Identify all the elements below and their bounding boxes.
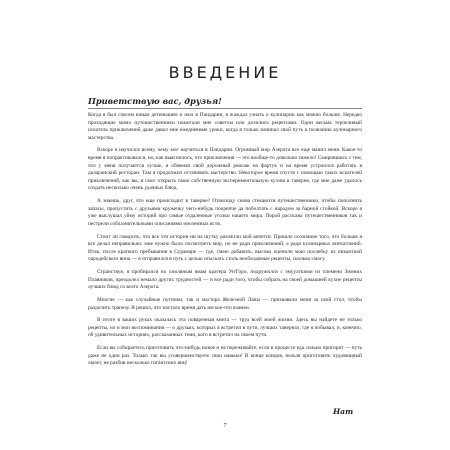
body-text <box>88 112 362 373</box>
paragraph: Вскоре я научился всему, чему мог научиться в Пандарии. Огромный мир Азерота все еще манил меня. Какое-то время я попрактиковался, но, как выяснилось, что приключения — это вообще-то довольно тяжело! Смирившись с тем, что у меня получается лучше, я обменял свой дорожный рюкзак на фартук и на время устроился работать в даларанский ресторан. Там я продолжил оттачивать мастерство. Некоторое время спустя с помощью таких искателей приключений, как вы, я смог открыть свою собственную экспериментальную кухню в таверне, где мне даже удалось создать несколько очень удачных блюд. <box>88 147 362 192</box>
author-signature: Нат <box>333 407 354 416</box>
page-number: 7 <box>223 422 227 429</box>
paragraph: Странствуя, я пробирался по смоляным ямам кратера Ун'Горо, подружился с эмуулгкими из племени Зимних Плавников, преодолел немало других трудностей — и все ради того, чтобы собрать на своей домашней кухне рецепты лучших блюд со всего Азерота. <box>88 269 362 291</box>
paragraph: Если вы собираетесь приготовить что-нибудь новое и не переживайте, если в процессе еда сильно пригорит — путь даже не один раз. Только так вы усовершенствуете свои навыки! В конце концов, нельзя приготовить чудовищный омлет, не разбив несколько гигантских яиц! <box>88 345 362 367</box>
page-title: ВВЕДЕНИЕ <box>168 63 282 82</box>
greeting-heading: Приветствую вас, друзья! <box>88 96 222 106</box>
paragraph: Стоит ли говорить, что все эти истории ни на шутку разожгли мой аппетит. Пришло осознание того, что больше я все делал неправильно: мне нужно было посмотреть мир, но не ради приключений, а ради кулинарных впечатлений. Итак, после краткого пребывания в Сурамаре — где, смею добавить, высоко оценили мою похлебку из пикантной чародейского вина — я отправился в путь с целью отыскать столь необходимые рецепты, сколько смогу. <box>88 233 362 263</box>
paragraph: Многие — как случайные путники, так и мастера Железной Лапы — признавали меня за свой стол, чтобы разделить трапезу. Я решил, что настало время дать им кое-что взамен. <box>88 296 362 311</box>
heading-rule <box>88 108 362 109</box>
paragraph: Когда я был совсем юным детенышем и жил в Пандарии, я жаждал узнать о кулинарии как можно больше. Нередко проходящие мимо путешественники помогали мне советом или делились рецептами. Один весьма терпеливый искатель приключений даже давал мне ежедневные уроки, когда я только начинал свой путь к познанию кулинарного мастерства. <box>88 112 362 141</box>
paragraph: В итоге в ваших руках оказалась эта поваренная книга — труд всей моей жизни. Здесь вы найдете не только рецепты, но и мои воспоминания — о друзьях, которых я встретил в пути, лучших тавернах, где я побывал, и, конечно, об удивительных историях, рассказанных теми, кого я встретил на своем пути. <box>88 317 362 339</box>
paragraph: А знаешь, друг, что еще происходит в таверне? Отовсюду снова стекаются путешественники, чтобы пополнить запасы, пропустить с друзьями кружечку чего-нибудь покрепче да поболтать с народом за барной стойкой. Вскоре я уже выслушал уйму историй про самые отдаленные уголки нашего мира. Порой рассказы путешественников так и пестрели соблазнительными описаниями иноземных яств. <box>88 198 362 227</box>
